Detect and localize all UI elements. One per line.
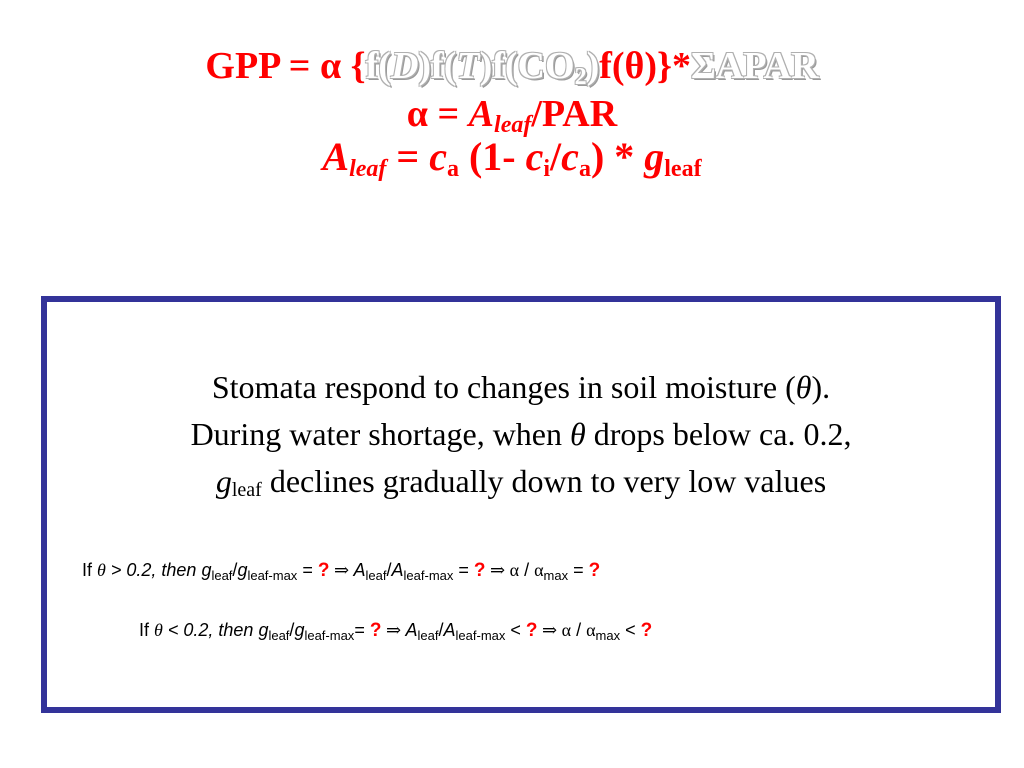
statement-line-2: During water shortage, when θ drops below ca. 0.2,: [190, 416, 852, 452]
implies-arrow: ⇒: [381, 620, 406, 640]
theta-symbol: θ: [570, 416, 586, 452]
alpha-equation: [0, 90, 1024, 138]
info-box: [41, 296, 1001, 713]
aleaf-c3: c: [561, 134, 579, 179]
equations-header: [0, 42, 1024, 182]
aleaf-open: (1-: [458, 134, 526, 179]
ghost-t: T: [456, 45, 480, 87]
ghost-f2: )f(: [418, 45, 457, 87]
theta-symbol: θ: [154, 620, 163, 640]
alpha-par: /PAR: [531, 93, 618, 135]
theta-symbol: θ: [795, 369, 812, 405]
gpp-equation: [0, 42, 1024, 90]
ghost-sum-apar: ΣAPAR: [691, 45, 819, 87]
implies-arrow: ⇒: [485, 560, 510, 580]
ghost-co2-sub: 2: [574, 64, 587, 90]
aleaf-leaf-sub: leaf: [349, 156, 387, 182]
ghost-close: ): [586, 45, 600, 87]
alpha-eq: α =: [406, 93, 469, 135]
stomata-statement: [47, 364, 995, 505]
aleaf-eq: =: [386, 134, 430, 179]
g-leaf-sub: leaf: [231, 479, 262, 501]
aleaf-c1: c: [429, 134, 447, 179]
rule-high-moisture: If θ > 0.2, then $g_{leaf}/g_{leaf-max}$ = ? ⇒ $A_{leaf}/A_{leaf-max}$ = ? ⇒ α / $\alpha_{max}$ = ?: [82, 560, 601, 583]
question-mark: ?: [473, 560, 486, 581]
rule-low-moisture: If θ < 0.2, then $g_{leaf}/g_{leaf-max}=$ ? ⇒ $A_{leaf}/A_{leaf-max}$ < ? ⇒ α / $\alpha_{max}$ < ?: [139, 620, 653, 643]
alpha-leaf-sub: leaf: [494, 112, 532, 138]
aleaf-a1-sub: a: [446, 156, 459, 182]
question-mark: ?: [525, 620, 538, 641]
aleaf-c2: c: [525, 134, 544, 179]
question-mark: ?: [588, 560, 601, 581]
statement-line-3: $g_{leaf}$ declines gradually down to very low values: [215, 463, 827, 501]
gpp-theta-factor: f(θ)}*: [599, 45, 691, 87]
aleaf-leaf2-sub: leaf: [664, 156, 702, 182]
statement-line-1: Stomata respond to changes in soil moisture (θ).: [211, 369, 831, 405]
theta-symbol: θ: [97, 560, 106, 580]
aleaf-i-sub: i: [543, 156, 551, 182]
implies-arrow: ⇒: [537, 620, 562, 640]
aleaf-g: g: [644, 134, 665, 179]
gpp-prefix: GPP = α {: [205, 45, 366, 87]
ghost-drought-factors: [365, 45, 600, 90]
aleaf-a2-sub: a: [578, 156, 591, 182]
ghost-f1: f(: [365, 45, 391, 87]
question-mark: ?: [640, 620, 653, 641]
aleaf-slash: /: [550, 134, 562, 179]
aleaf-close: ) *: [590, 134, 645, 179]
question-mark: ?: [369, 620, 382, 641]
aleaf-A: A: [322, 134, 350, 179]
aleaf-equation: [0, 132, 1024, 182]
g-symbol: g: [215, 463, 232, 499]
ghost-d: D: [390, 45, 419, 87]
implies-arrow: ⇒: [329, 560, 354, 580]
ghost-f3: )f(CO: [479, 45, 575, 87]
alpha-A: A: [468, 93, 495, 135]
question-mark: ?: [317, 560, 330, 581]
